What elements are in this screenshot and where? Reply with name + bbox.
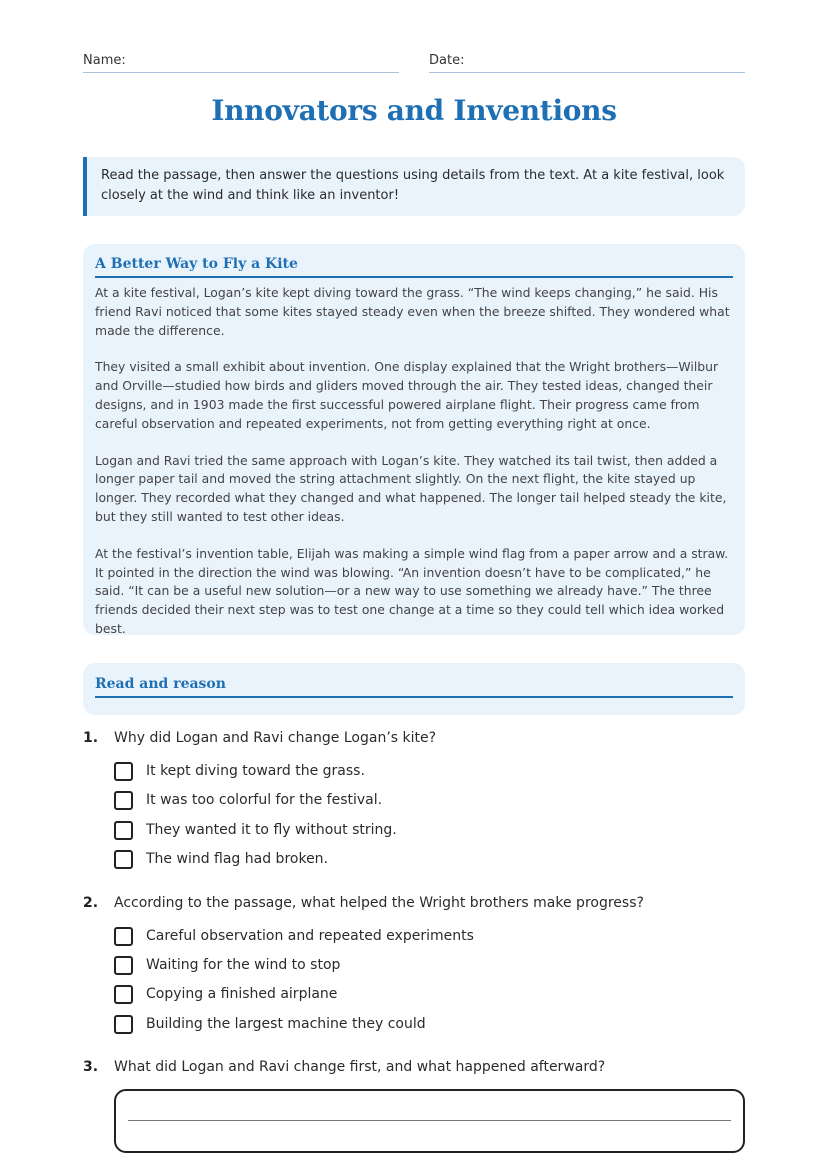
option-label: It was too colorful for the festival. [146,792,383,808]
checkbox[interactable] [114,791,133,810]
question-text: What did Logan and Ravi change first, and what happened afterward? [114,1059,606,1075]
question-3 [83,1059,745,1083]
option-label: The wind flag had broken. [146,851,329,867]
passage-paragraph: At a kite festival, Logan’s kite kept diving toward the grass. “The wind keeps changing,” he said. His friend Ravi noticed that some kites stayed steady even when the breeze shifted. They wondered what made the difference. [95,285,730,338]
passage-paragraph: They visited a small exhibit about invention. One display explained that the Wright brothers—Wilbur and Orville—studied how birds and gliders moved through the air. They tested ideas, changed their designs, and in 1903 made the first successful powered airplane flight. Their progress came from careful observation and repeated experiments, not from getting everything right at once. [95,359,719,431]
question-text: Why did Logan and Ravi change Logan’s kite? [114,730,437,746]
section-heading: Read and reason [95,676,733,698]
option-label: They wanted it to fly without string. [146,822,397,838]
question-text: According to the passage, what helped the Wright brothers make progress? [114,895,644,911]
question-number: 3. [83,1059,99,1075]
question-number: 1. [83,730,99,746]
header-row [83,52,745,74]
checkbox[interactable] [114,762,133,781]
checkbox[interactable] [114,927,133,946]
checkbox[interactable] [114,1015,133,1034]
page-title: Innovators and Inventions [211,94,617,127]
name-label: Name: [83,53,126,68]
passage-paragraph: At the festival’s invention table, Elijah was making a simple wind flag from a paper arrow and a straw. It pointed in the direction the wind was blowing. “An invention doesn’t have to be complicated,” he said. “It can be a useful new solution—or a new way to use something we already have.” The three friends decided their next step was to test one change at a time so they could tell which idea worked best. [95,545,729,636]
option-label: Careful observation and repeated experiments [146,928,474,944]
answer-box[interactable] [114,1089,745,1153]
question-2 [83,895,745,1035]
passage-heading: A Better Way to Fly a Kite [95,256,733,278]
checkbox[interactable] [114,956,133,975]
date-label: Date: [429,53,465,68]
option-label: Waiting for the wind to stop [146,957,341,973]
checkbox[interactable] [114,985,133,1004]
checkbox[interactable] [114,850,133,869]
checkbox[interactable] [114,821,133,840]
name-field[interactable] [83,52,399,73]
passage-paragraph: Logan and Ravi tried the same approach with Logan’s kite. They watched its tail twist, then added a longer paper tail and moved the string attachment slightly. On the next flight, the kite stayed up longer. They recorded what they changed and what happened. The longer tail helped steady the kite, but they still wanted to test other ideas. [95,452,727,524]
option-label: It kept diving toward the grass. [146,763,365,779]
intro-callout: Read the passage, then answer the questions using details from the text. At a kite festival, look closely at the wind and think like an inventor! [83,157,745,216]
read-and-reason-header [83,663,745,715]
option-label: Building the largest machine they could [146,1016,426,1032]
question-1 [83,730,745,870]
passage-box [83,244,745,635]
date-field[interactable] [429,52,745,73]
answer-line [128,1120,731,1121]
question-number: 2. [83,895,99,911]
option-label: Copying a finished airplane [146,986,338,1002]
